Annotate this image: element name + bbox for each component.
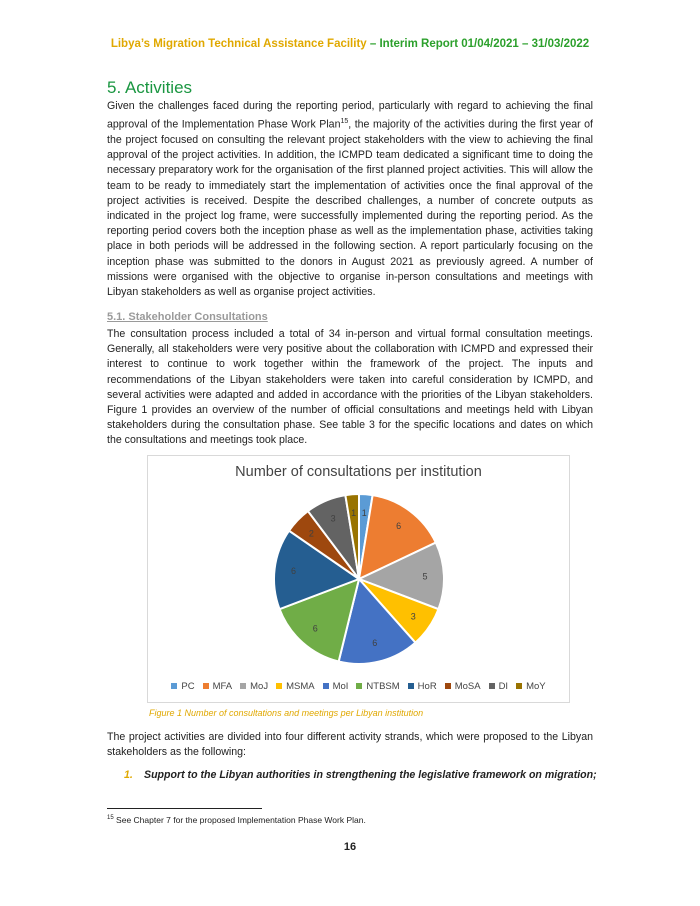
intro-text-before: Given the challenges faced during the reporting period, particularly with regard to achieving the final approval of the Implementation Phase Work Plan	[107, 100, 593, 131]
legend-label: HoR	[417, 681, 437, 692]
legend-label: MoJ	[250, 681, 269, 692]
legend-swatch	[489, 683, 495, 689]
data-label-pc: 1	[361, 508, 367, 519]
figure-caption: Figure 1 Number of consultations and meetings per Libyan institution	[149, 708, 424, 718]
legend-item-moi	[323, 681, 349, 692]
legend-label: DI	[498, 681, 509, 692]
legend-item-ntbsm	[356, 681, 399, 692]
legend-item-hor	[408, 681, 437, 692]
legend-label: MoY	[526, 681, 546, 692]
legend-swatch	[203, 683, 209, 689]
data-label-ntbsm: 6	[312, 623, 318, 634]
legend-label: MSMA	[286, 681, 315, 692]
legend-label: PC	[181, 681, 195, 692]
section-title: 5. Activities	[107, 78, 193, 97]
section-intro-paragraph	[107, 99, 593, 300]
legend-item-di	[489, 681, 509, 692]
pie-chart-svg	[148, 456, 569, 678]
legend-item-mosa	[445, 681, 481, 692]
footnote-ref[interactable]: 15	[340, 118, 349, 126]
legend-swatch	[240, 683, 246, 689]
legend-item-moj	[240, 681, 268, 692]
subsection-title: 5.1. Stakeholder Consultations	[107, 311, 268, 323]
legend-item-msma	[276, 681, 315, 692]
footnote-text: See Chapter 7 for the proposed Implementation Phase Work Plan.	[113, 815, 366, 825]
data-label-msma: 3	[410, 611, 416, 622]
data-label-moy: 1	[351, 508, 357, 519]
data-label-moj: 5	[422, 571, 428, 582]
legend-label: MoSA	[454, 681, 481, 692]
legend-item-mfa	[203, 681, 233, 692]
page-header	[0, 38, 700, 50]
legend-swatch	[323, 683, 329, 689]
chart-title: Number of consultations per institution	[235, 464, 482, 480]
data-label-moi: 6	[372, 638, 378, 649]
legend-item-moy	[516, 681, 546, 692]
header-title-part2: – Interim Report 01/04/2021 – 31/03/2022	[366, 38, 590, 50]
legend-label: NTBSM	[366, 681, 400, 692]
consultations-paragraph: The consultation process included a total of 34 in-person and virtual formal consultation meetings. Generally, all stakeholders were very positive about the collaboration with ICMPD and expressed their interest to continue to work together within the framework of the project. The inputs and recommendations of the Libyan stakeholders were taken into careful consideration by ICMPD, and several activities were adapted and added in accordance with the priorities of the Libyan stakeholders. Figure 1 provides an overview of the number of official consultations and meetings held with Libyan stakeholders during the consultation phase. See table 3 for the specific locations and dates on which the consultations and meetings took place.	[107, 328, 593, 447]
footnote-number: 15	[107, 815, 114, 822]
legend-swatch	[276, 683, 282, 689]
page-number: 16	[343, 841, 357, 853]
footnote-divider	[107, 808, 262, 809]
consultations-pie-chart	[147, 455, 570, 703]
legend-swatch	[408, 683, 414, 689]
data-label-di: 3	[330, 513, 336, 524]
intro-text-after: , the majority of the activities during the first year of the project focused on consulting the relevant project stakeholders with the view to achieving the final approval of the project activities. In addition, the ICMPD team dedicated a significant time to doing the necessary preparatory work for the organisation of the first planned project activities. This will allow the team to be ready to immediately start the implementation of activities once the final approval of the project activities is received. Despite the described challenges, a number of concrete outputs as indicated in the project log frame, were successfully implemented during the reporting period. As the reporting period covers both the inception phase as well as the implementation phase, activities taking place in both periods will be addressed in the following section. A report particularly focusing on the inception phase was submitted to the donors in August 2021 as previously agreed. A number of missions were organised with the objective to organise in-person consultations and meetings with Libyan stakeholders as well as organise project activities.	[107, 118, 593, 298]
header-title-part1: Libya’s Migration Technical Assistance Facility	[110, 38, 367, 50]
list-item	[124, 769, 597, 781]
footnote	[107, 815, 366, 825]
legend-label: MFA	[212, 681, 233, 692]
data-label-mosa: 2	[308, 528, 314, 539]
legend-item-pc	[171, 681, 194, 692]
legend-swatch	[516, 683, 522, 689]
list-item-text: Support to the Libyan authorities in strengthening the legislative framework on migration;	[144, 769, 597, 781]
legend-label: MoI	[332, 681, 349, 692]
legend-swatch	[171, 683, 177, 689]
chart-legend	[148, 681, 569, 692]
data-label-hor: 6	[290, 566, 296, 577]
list-item-number: 1.	[124, 769, 133, 781]
data-label-mfa: 6	[396, 521, 402, 532]
activity-strands-paragraph: The project activities are divided into four different activity strands, which were proposed to the Libyan stakeholders as the following:	[107, 731, 593, 759]
legend-swatch	[356, 683, 362, 689]
legend-swatch	[445, 683, 451, 689]
